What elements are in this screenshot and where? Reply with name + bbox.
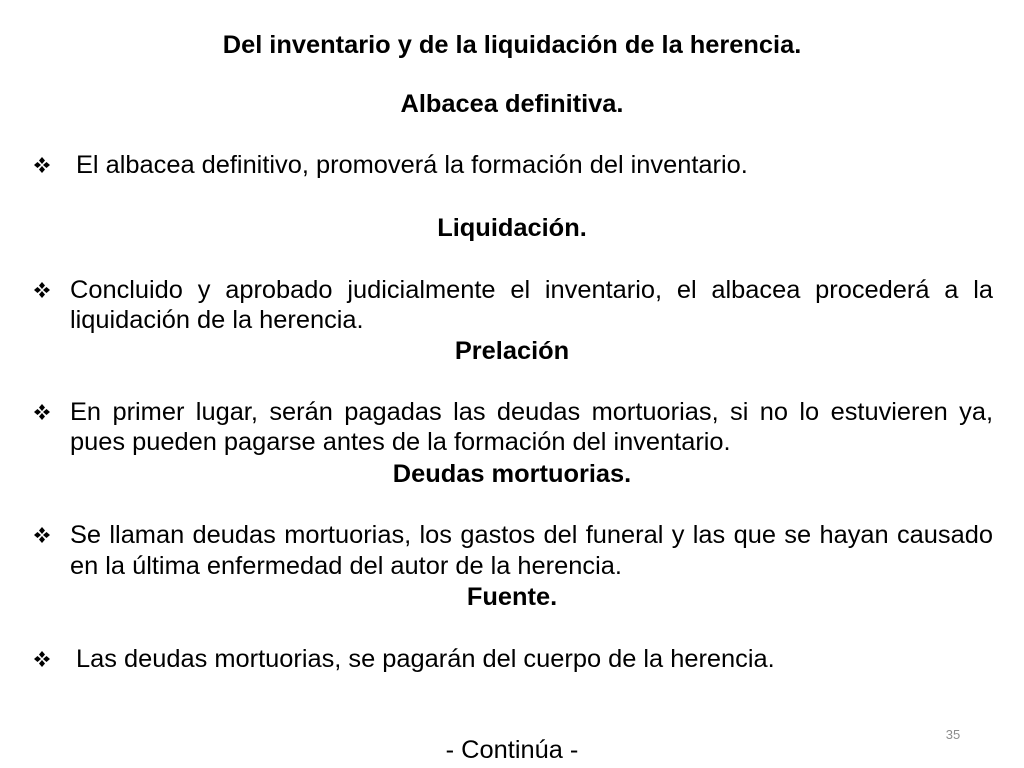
- diamond-bullet-icon: [34, 282, 50, 298]
- bullet-item: [0, 644, 1024, 706]
- bullet-text: Las deudas mortuorias, se pagarán del cuerpo de la herencia.: [76, 645, 775, 673]
- diamond-bullet-icon: [34, 157, 50, 173]
- bullet-text-line: en la última enfermedad del autor de la herencia.: [70, 552, 622, 580]
- bullet-text-line: pues pueden pagarse antes de la formación del inventario.: [70, 428, 731, 456]
- bullet-item: [0, 275, 1024, 337]
- page-number: 35: [945, 727, 961, 742]
- continuation-label: - Continúa -: [445, 736, 579, 764]
- bullet-item: [0, 520, 1024, 582]
- bullet-text-line: Se llaman deudas mortuorias, los gastos del funeral y las que se hayan causado: [70, 521, 993, 549]
- bullet-text-line: liquidación de la herencia.: [70, 306, 364, 334]
- section-heading-albacea: Albacea definitiva.: [400, 90, 624, 118]
- section-heading-deudas-mortuorias: Deudas mortuorias.: [392, 460, 632, 488]
- bullet-item: [0, 397, 1024, 459]
- diamond-bullet-icon: [34, 404, 50, 420]
- diamond-bullet-icon: [34, 651, 50, 667]
- bullet-text-line: Concluido y aprobado judicialmente el inventario, el albacea procederá a la: [70, 276, 993, 304]
- bullet-text: El albacea definitivo, promoverá la formación del inventario.: [76, 151, 748, 179]
- bullet-text-line: En primer lugar, serán pagadas las deudas mortuorias, si no lo estuvieren ya,: [70, 398, 993, 426]
- section-heading-prelacion: Prelación: [454, 337, 570, 365]
- section-heading-liquidacion: Liquidación.: [437, 214, 587, 242]
- bullet-item: [0, 150, 1024, 212]
- section-heading-fuente: Fuente.: [466, 583, 558, 611]
- diamond-bullet-icon: [34, 527, 50, 543]
- slide-title: Del inventario y de la liquidación de la herencia.: [222, 31, 802, 59]
